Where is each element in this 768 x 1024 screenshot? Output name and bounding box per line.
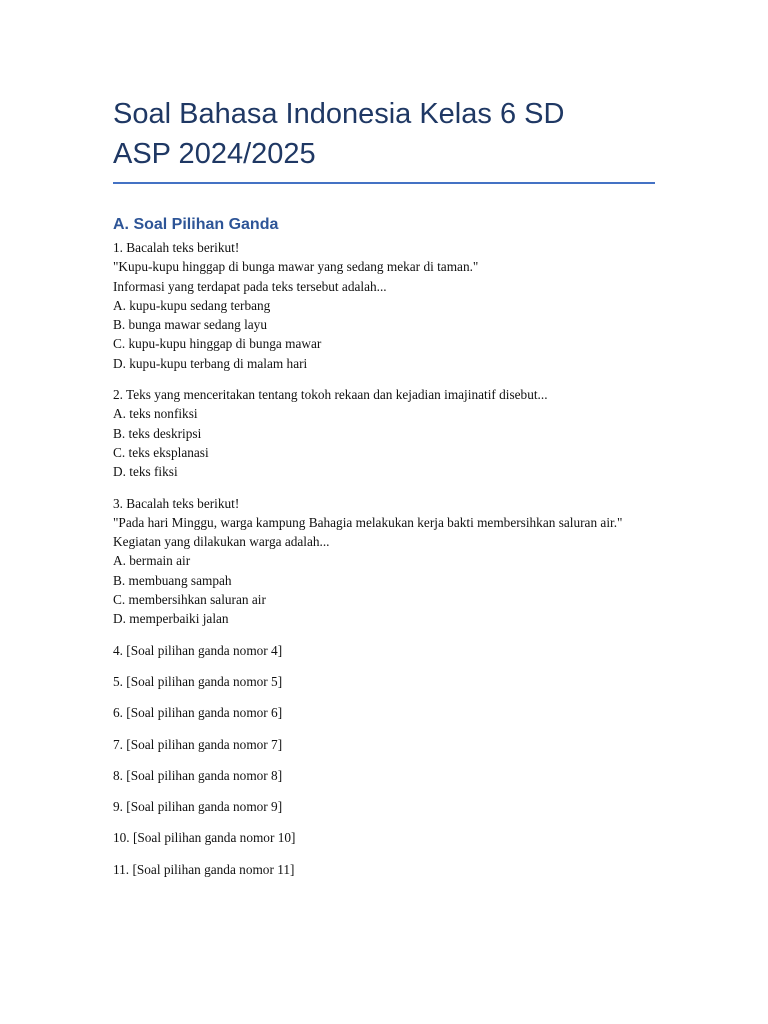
question-line: Informasi yang terdapat pada teks tersebut adalah... [113,278,387,294]
question-item [113,735,655,754]
question-line: D. teks fiksi [113,464,178,480]
question-text: 2. Teks yang menceritakan tentang tokoh rekaan dan kejadian imajinatif disebut... [113,387,548,403]
question-item [113,641,655,660]
title-line-2: ASP 2024/2025 [113,138,316,170]
question-item [113,672,655,691]
question-line: Kegiatan yang dilakukan warga adalah... [113,534,330,550]
question-text: 11. [Soal pilihan ganda nomor 11] [113,861,295,877]
question-item [113,703,655,722]
question-item [113,797,655,816]
question-line: C. membersihkan saluran air [113,592,266,608]
question-item [113,385,655,481]
question-line: "Pada hari Minggu, warga kampung Bahagia melakukan kerja bakti membersihkan saluran air." [113,514,623,530]
question-line: A. teks nonfiksi [113,406,198,422]
question-text: 6. [Soal pilihan ganda nomor 6] [113,705,283,721]
question-line: D. kupu-kupu terbang di malam hari [113,355,308,371]
question-item [113,828,655,847]
question-text: 4. [Soal pilihan ganda nomor 4] [113,642,283,658]
question-list [113,238,655,879]
question-line: C. kupu-kupu hinggap di bunga mawar [113,336,322,352]
question-item [113,860,655,879]
question-line: B. membuang sampah [113,572,232,588]
question-text: 7. [Soal pilihan ganda nomor 7] [113,736,283,752]
document-title [113,94,655,174]
question-text: 5. [Soal pilihan ganda nomor 5] [113,673,283,689]
question-line: A. kupu-kupu sedang terbang [113,297,271,313]
question-text: 3. Bacalah teks berikut! [113,495,240,511]
title-divider [113,182,655,184]
question-line: "Kupu-kupu hinggap di bunga mawar yang sedang mekar di taman." [113,259,479,275]
question-text: 10. [Soal pilihan ganda nomor 10] [113,830,296,846]
question-text: 9. [Soal pilihan ganda nomor 9] [113,799,283,815]
question-item [113,494,655,629]
question-line: B. teks deskripsi [113,425,202,441]
question-item [113,238,655,373]
title-line-1: Soal Bahasa Indonesia Kelas 6 SD [113,98,565,130]
document-page [113,94,655,879]
section-heading: A. Soal Pilihan Ganda [113,216,279,233]
question-line: B. bunga mawar sedang layu [113,317,267,333]
question-text: 8. [Soal pilihan ganda nomor 8] [113,767,283,783]
question-item [113,766,655,785]
question-line: D. memperbaiki jalan [113,611,229,627]
question-line: C. teks eksplanasi [113,444,209,460]
question-line: A. bermain air [113,553,191,569]
question-text: 1. Bacalah teks berikut! [113,240,240,255]
